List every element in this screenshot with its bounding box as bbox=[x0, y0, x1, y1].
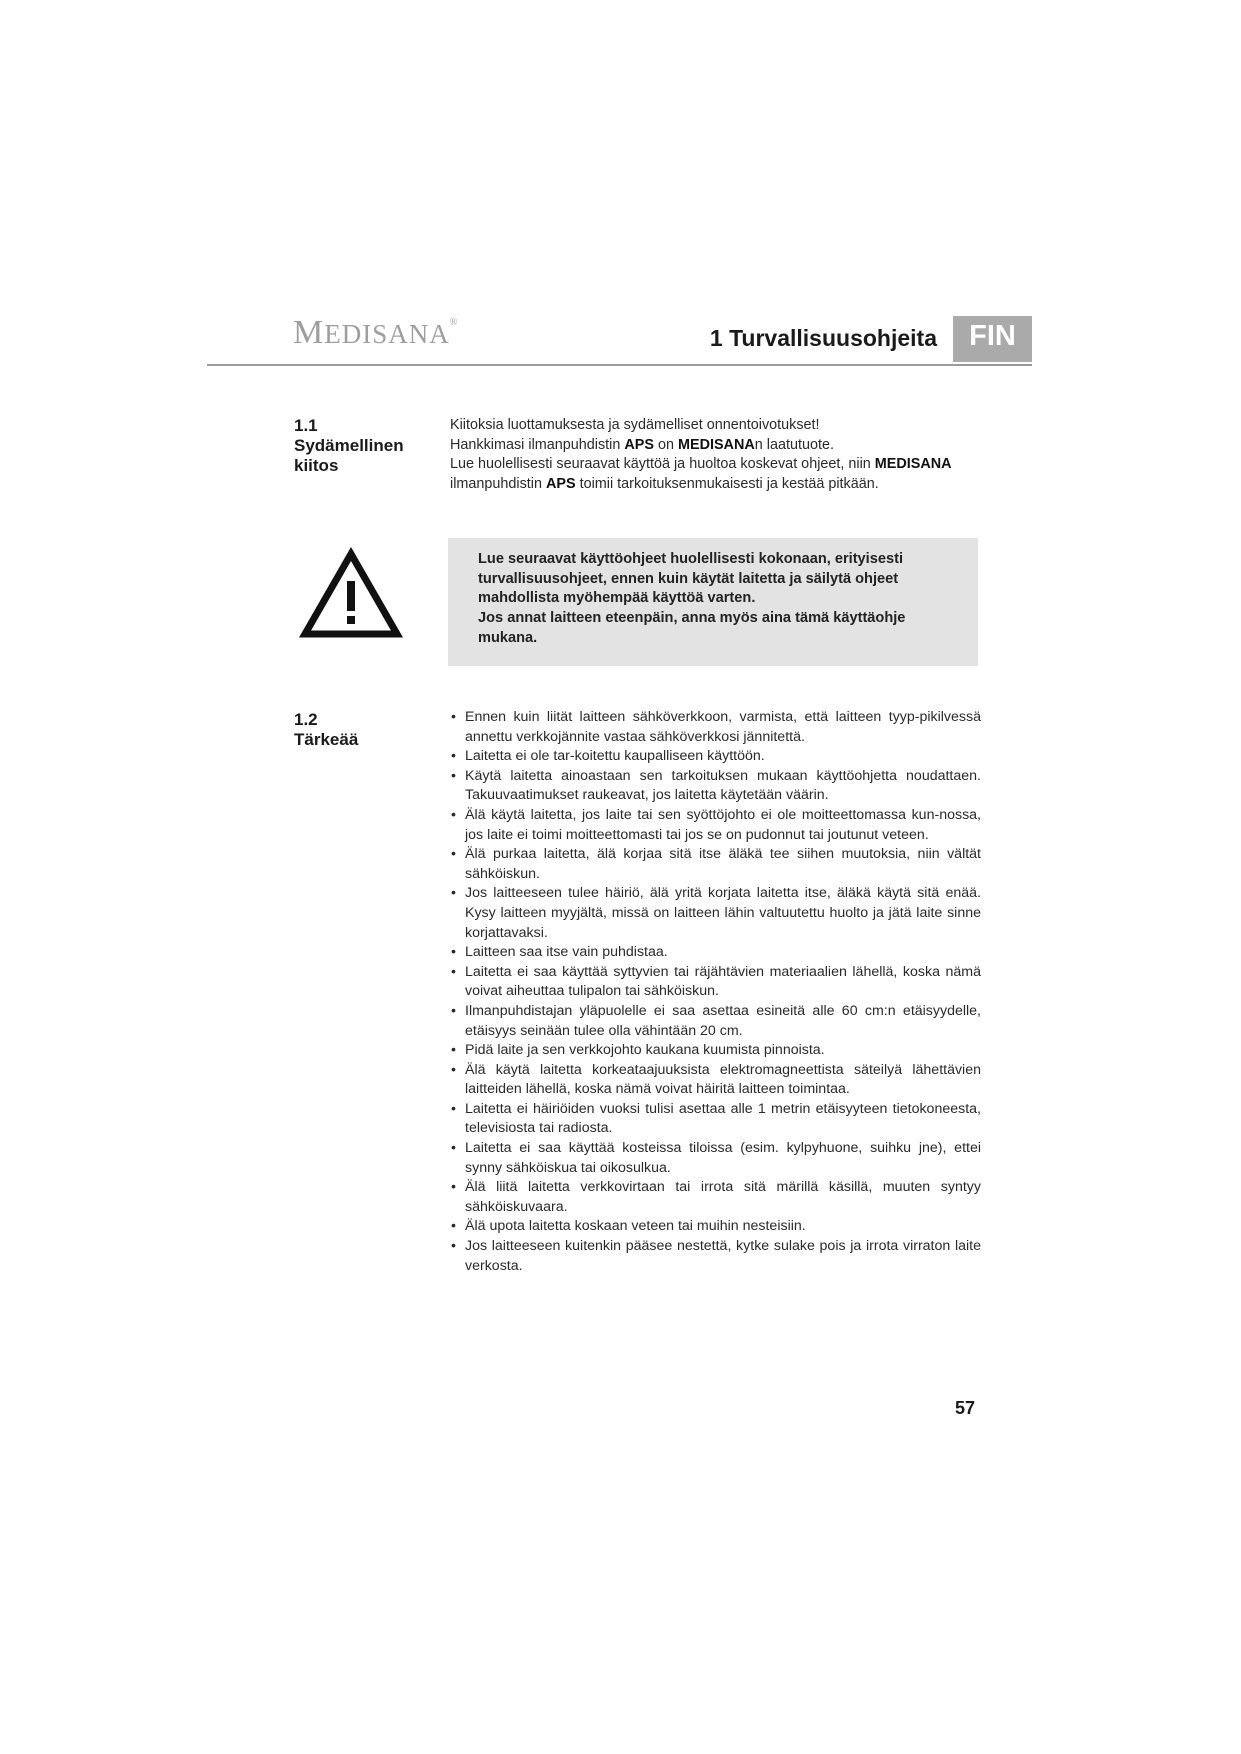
list-item-text: Käytä laitetta ainoastaan sen tarkoituksen mukaan käyttöohjetta noudattaen. Takuuvaatimukset raukeavat, jos laitetta käytetään väärin. bbox=[465, 767, 981, 804]
section-2-title: Tärkeää bbox=[294, 730, 359, 749]
list-item bbox=[447, 708, 981, 747]
bullet: • bbox=[451, 846, 456, 863]
page-number: 57 bbox=[955, 1398, 976, 1418]
warning-line: Lue seuraavat käyttöohjeet huolellisesti kokonaan, erityisesti bbox=[478, 551, 903, 567]
bullet: • bbox=[451, 944, 456, 961]
list-item bbox=[447, 1002, 981, 1041]
list-item bbox=[447, 1217, 981, 1237]
brand-name: MEDISANA bbox=[677, 436, 755, 453]
thanks-text: n laatutuote. bbox=[754, 436, 834, 453]
thanks-text: Lue huolellisesti seuraavat käyttöä ja huoltoa koskevat ohjeet, niin bbox=[450, 456, 875, 473]
list-item bbox=[447, 845, 981, 884]
list-item-text: Älä käytä laitetta korkeataajuuksista elektromagneettista säteilyä lähettävien laitteiden lähellä, koska nämä voivat häiritä laitteen toimintaa. bbox=[465, 1061, 981, 1098]
list-item bbox=[447, 1237, 981, 1276]
list-item bbox=[447, 1041, 981, 1061]
product-name: APS bbox=[624, 436, 654, 453]
bullet: • bbox=[451, 1140, 456, 1157]
thanks-line-3 bbox=[450, 455, 980, 475]
list-item-text: Älä käytä laitetta, jos laite tai sen syöttöjohto ei ole moitteettomassa kun-nossa, jos laite ei toimi moitteettomasti tai jos se on pudonnut tai joutunut veteen. bbox=[465, 806, 981, 843]
section-1-label bbox=[294, 416, 404, 476]
bullet: • bbox=[451, 885, 456, 902]
thanks-text: toimii tarkoituksenmukaisesti ja kestää pitkään. bbox=[575, 475, 879, 492]
warning-line: mukana. bbox=[478, 629, 538, 646]
list-item-text: Pidä laite ja sen verkkojohto kaukana kuumista pinnoista. bbox=[465, 1042, 825, 1059]
logo-initial: M bbox=[293, 314, 325, 351]
logo-rest: EDISANA bbox=[324, 319, 450, 349]
bullet: • bbox=[451, 1061, 456, 1078]
chapter-title: 1 Turvallisuusohjeita bbox=[709, 325, 937, 351]
thanks-line-4 bbox=[450, 475, 980, 495]
section-2-number: 1.2 bbox=[294, 710, 318, 729]
thanks-line-1: Kiitoksia luottamuksesta ja sydämelliset onnentoivotukset! bbox=[450, 417, 820, 433]
bullet: • bbox=[451, 748, 456, 765]
section-2-label bbox=[294, 710, 358, 750]
list-item-text: Älä purkaa laitetta, älä korjaa sitä itse äläkä tee siihen muutoksia, niin vältät sähköiskun. bbox=[465, 846, 981, 882]
list-item-text: Ennen kuin liität laitteen sähköverkkoon, varmista, että laitteen tyyp-pikilvessä annettu verkkojännite vastaa sähköverkkosi jännitettä. bbox=[465, 709, 981, 745]
section-1-number: 1.1 bbox=[294, 416, 318, 435]
warning-box bbox=[448, 538, 978, 666]
thanks-paragraph bbox=[450, 416, 980, 494]
list-item-text: Laitetta ei häiriöiden vuoksi tulisi asettaa alle 1 metrin etäisyyteen tietokoneesta, televisiosta tai radiosta. bbox=[465, 1100, 981, 1137]
page-header bbox=[207, 316, 1032, 366]
language-tab: FIN bbox=[953, 316, 1032, 362]
list-item bbox=[447, 1178, 981, 1217]
bullet: • bbox=[451, 709, 456, 725]
bullet: • bbox=[451, 1100, 456, 1117]
list-item bbox=[447, 943, 981, 963]
brand-name: MEDISANA bbox=[874, 456, 952, 473]
list-item-text: Jos laitteeseen kuitenkin pääsee nestettä, kytke sulake pois ja irrota virraton laite verkosta. bbox=[465, 1238, 981, 1274]
bullet: • bbox=[451, 806, 456, 823]
bullet: • bbox=[451, 1042, 456, 1059]
list-item-text: Laitetta ei ole tar-koitettu kaupalliseen käyttöön. bbox=[465, 748, 765, 765]
list-item bbox=[447, 806, 981, 845]
list-item-text: Laitetta ei saa käyttää kosteissa tiloissa (esim. kylpyhuone, suihku jne), ettei synny sähköiskua tai oikosulkua. bbox=[465, 1140, 981, 1176]
list-item-text: Laitteen saa itse vain puhdistaa. bbox=[465, 944, 668, 961]
list-item bbox=[447, 747, 981, 767]
list-item bbox=[447, 963, 981, 1002]
thanks-text: on bbox=[653, 436, 678, 453]
list-item-text: Laitetta ei saa käyttää syttyvien tai räjähtävien materiaalien lähellä, koska nämä voivat aiheuttaa tulipalon tai sähköiskun. bbox=[465, 963, 981, 1000]
list-item-text: Jos laitteeseen tulee häiriö, älä yritä korjata laitetta itse, äläkä käytä sitä enää. Kysy laitteen myyjältä, missä on laitteen lähin valtuutettu huolto ja jätä laite sinne korjattavaksi. bbox=[465, 885, 981, 941]
warning-triangle-icon bbox=[299, 547, 403, 641]
bullet: • bbox=[451, 1218, 456, 1235]
logo-registered-mark: ® bbox=[449, 317, 459, 328]
list-item-text: Ilmanpuhdistajan yläpuolelle ei saa asettaa esineitä alle 60 cm:n etäisyydelle, etäisyys seinään tulee olla vähintään 20 cm. bbox=[465, 1002, 981, 1039]
bullet: • bbox=[451, 1179, 456, 1196]
bullet: • bbox=[451, 1002, 456, 1019]
bullet: • bbox=[451, 1238, 456, 1255]
list-item-text: Älä liitä laitetta verkkovirtaan tai irrota sitä märillä käsillä, muuten syntyy sähköiskuvaara. bbox=[465, 1179, 981, 1215]
list-item bbox=[447, 1061, 981, 1100]
bullet: • bbox=[451, 963, 456, 980]
list-item bbox=[447, 1139, 981, 1178]
safety-instructions-list bbox=[447, 708, 981, 1276]
product-name: APS bbox=[546, 475, 576, 492]
thanks-line-2 bbox=[450, 436, 980, 456]
list-item-text: Älä upota laitetta koskaan veteen tai muihin nesteisiin. bbox=[465, 1218, 806, 1235]
warning-text bbox=[478, 550, 905, 649]
warning-line: turvallisuusohjeet, ennen kuin käytät laitetta ja säilytä ohjeet bbox=[478, 570, 899, 587]
warning-line: Jos annat laitteen eteenpäin, anna myös aina tämä käyttäohje bbox=[478, 610, 906, 627]
warning-line: mahdollista myöhempää käyttöä varten. bbox=[478, 590, 756, 607]
list-item bbox=[447, 767, 981, 806]
list-item bbox=[447, 884, 981, 943]
section-1-title-line1: Sydämellinen bbox=[294, 436, 404, 455]
list-item bbox=[447, 1100, 981, 1139]
thanks-text: Hankkimasi ilmanpuhdistin bbox=[450, 436, 625, 453]
thanks-text: ilmanpuhdistin bbox=[450, 475, 546, 492]
section-1-title-line2: kiitos bbox=[294, 456, 339, 475]
bullet: • bbox=[451, 767, 456, 784]
medisana-logo bbox=[293, 316, 458, 350]
